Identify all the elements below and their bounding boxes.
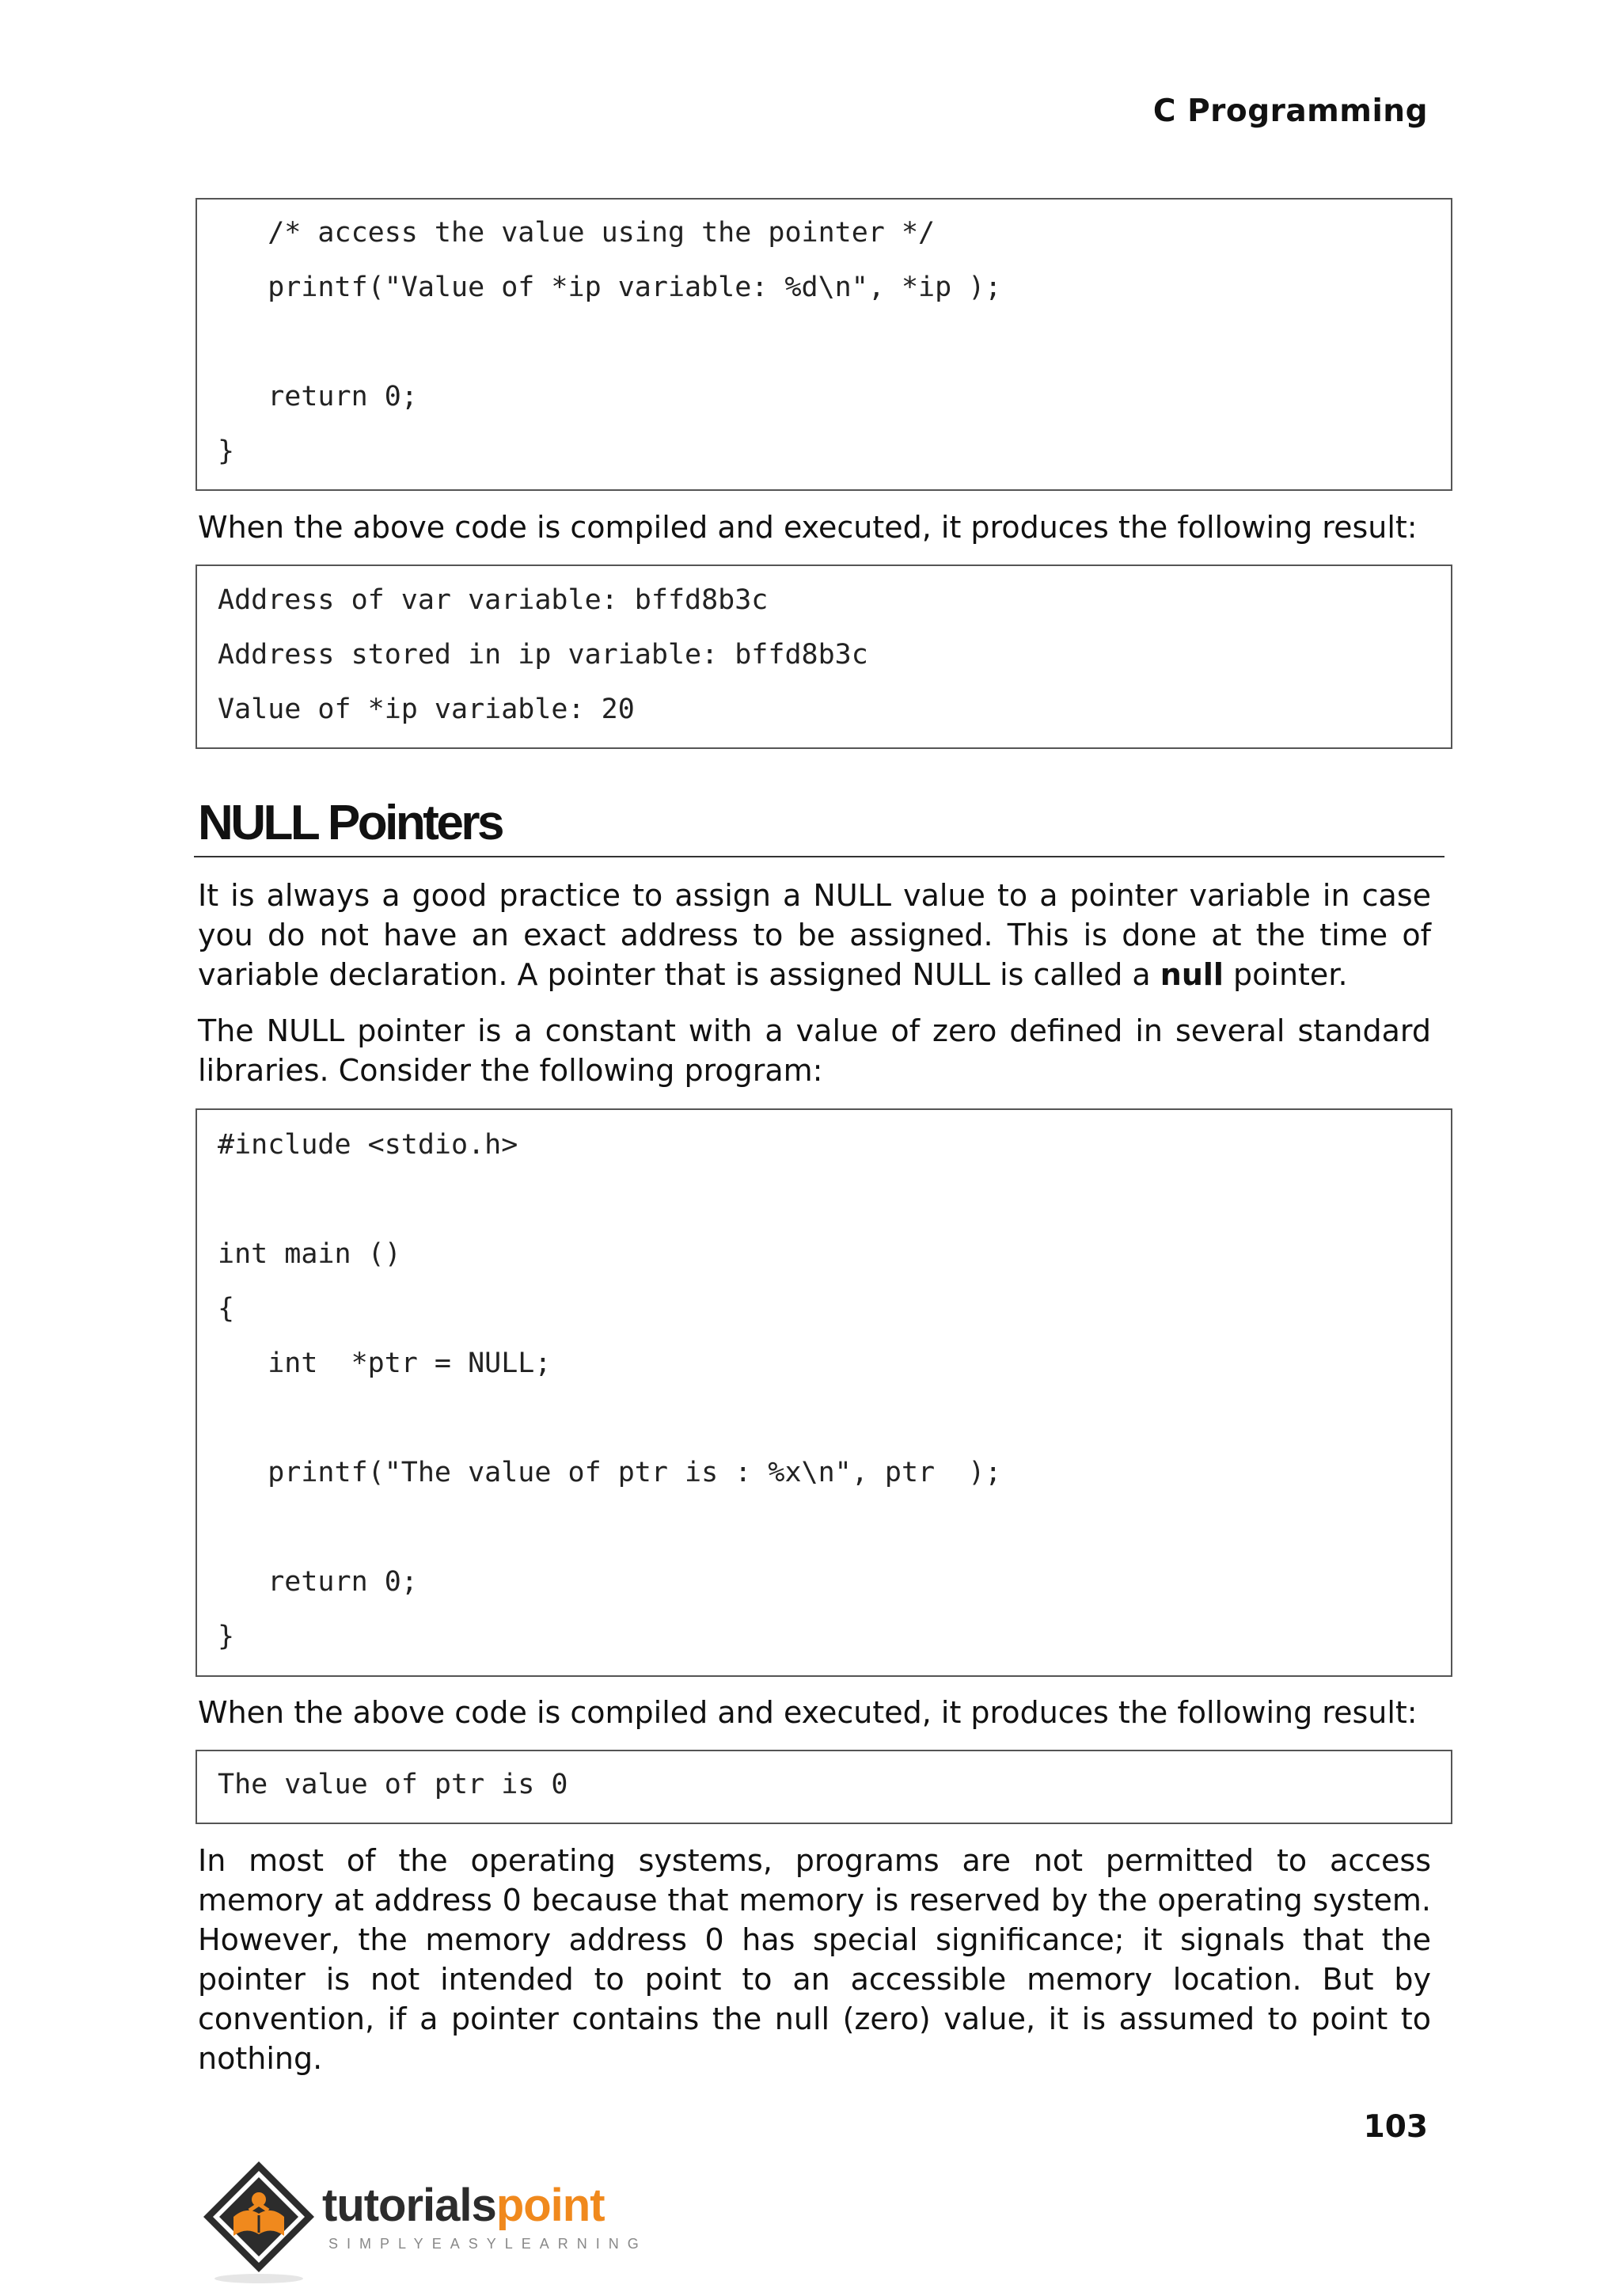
result-intro: When the above code is compiled and executed, it produces the following result: — [198, 1695, 1418, 1730]
paragraph-line: In most of the operating systems, programs are not permitted to access — [198, 1843, 1431, 1878]
output-block — [196, 1750, 1452, 1824]
code-line: printf("The value of ptr is : %x\n", ptr ); — [218, 1457, 1002, 1488]
paragraph-line: pointer is not intended to point to an accessible memory location. But by — [198, 1962, 1431, 1997]
code-line: /* access the value using the pointer */ — [218, 217, 936, 249]
paragraph-line: It is always a good practice to assign a NULL value to a pointer variable in case — [198, 878, 1431, 913]
paragraph — [198, 1841, 1431, 2078]
code-line: { — [218, 1293, 235, 1325]
paragraph-line — [198, 955, 1431, 994]
code-line: int *ptr = NULL; — [218, 1348, 552, 1379]
heading-divider — [194, 856, 1444, 857]
paragraph-line: convention, if a pointer contains the null (zero) value, it is assumed to point to — [198, 2001, 1431, 2036]
logo-tagline: SIMPLYEASYLEARNING — [328, 2236, 647, 2252]
code-line: #include <stdio.h> — [218, 1129, 518, 1161]
output-line: Address of var variable: bffd8b3c — [218, 584, 769, 616]
running-header: C Programming — [1152, 93, 1428, 129]
paragraph — [198, 876, 1431, 994]
logo-wordmark — [322, 2179, 605, 2232]
paragraph-line: nothing. — [198, 2041, 323, 2076]
code-line: return 0; — [218, 381, 418, 412]
code-block — [196, 198, 1452, 491]
code-line: int main () — [218, 1238, 401, 1270]
paragraph-line: However, the memory address 0 has special significance; it signals that the — [198, 1922, 1431, 1957]
paragraph-line: you do not have an exact address to be assigned. This is done at the time of — [198, 918, 1431, 952]
result-intro: When the above code is compiled and executed, it produces the following result: — [198, 510, 1418, 545]
code-line: printf("Value of *ip variable: %d\n", *ip ); — [218, 272, 1002, 303]
tutorialspoint-logo-icon — [196, 2153, 330, 2288]
output-block — [196, 564, 1452, 749]
code-line: return 0; — [218, 1566, 418, 1598]
code-line: } — [218, 435, 235, 467]
logo-word-tutorials: tutorials — [322, 2180, 496, 2231]
tutorialspoint-logo — [196, 2153, 647, 2296]
code-line: } — [218, 1621, 235, 1652]
text-run: variable declaration. A pointer that is assigned NULL is called a — [198, 957, 1160, 992]
section-heading: NULL Pointers — [198, 796, 502, 850]
paragraph-line: libraries. Consider the following program: — [198, 1053, 823, 1088]
page-number: 103 — [1363, 2109, 1428, 2145]
code-block — [196, 1108, 1452, 1677]
output-line: Address stored in ip variable: bffd8b3c — [218, 639, 868, 671]
paragraph-line: memory at address 0 because that memory is reserved by the operating system. — [198, 1883, 1431, 1918]
logo-word-point: point — [495, 2180, 605, 2231]
paragraph-line: The NULL pointer is a constant with a value of zero defined in several standard — [198, 1013, 1431, 1048]
text-run: pointer. — [1223, 957, 1348, 992]
output-line: Value of *ip variable: 20 — [218, 694, 635, 725]
paragraph — [198, 1011, 1431, 1090]
output-line: The value of ptr is 0 — [218, 1769, 568, 1800]
bold-term: null — [1160, 957, 1224, 992]
